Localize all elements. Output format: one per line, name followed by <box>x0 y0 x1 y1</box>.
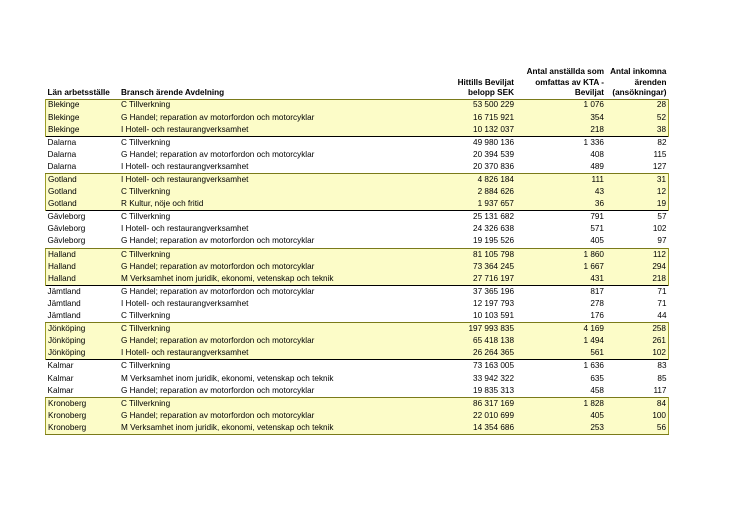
bransch-cell: I Hotell- och restaurangverksamhet <box>121 161 249 171</box>
bransch-cell: I Hotell- och restaurangverksamhet <box>119 347 439 360</box>
ansokningar-cell: 56 <box>606 422 669 435</box>
header-row <box>46 61 669 99</box>
table-row <box>46 273 669 286</box>
belopp-cell: 22 010 699 <box>439 410 516 422</box>
bransch-cell: G Handel; reparation av motorfordon och motorcyklar <box>121 149 315 159</box>
anstallda-cell: 571 <box>590 224 604 234</box>
ansokningar-cell: 218 <box>606 273 669 286</box>
belopp-cell: 19 835 313 <box>473 385 514 395</box>
lan-cell: Jönköping <box>46 323 120 336</box>
grant-table <box>45 61 669 435</box>
header-belopp: Hittills Beviljat belopp SEK <box>457 77 514 97</box>
belopp-cell: 26 264 365 <box>439 347 516 360</box>
belopp-cell: 65 418 138 <box>439 335 516 347</box>
bransch-cell: M Verksamhet inom juridik, ekonomi, vetenskap och teknik <box>121 373 334 383</box>
belopp-cell: 1 937 657 <box>439 198 516 211</box>
ansokningar-cell: 127 <box>652 161 667 171</box>
table-row <box>46 112 669 124</box>
bransch-cell: G Handel; reparation av motorfordon och motorcyklar <box>119 261 439 273</box>
bransch-cell: C Tillverkning <box>119 397 439 410</box>
bransch-cell: C Tillverkning <box>119 360 439 373</box>
belopp-cell: 86 317 169 <box>439 397 516 410</box>
lan-cell: Gotland <box>46 198 120 211</box>
ansokningar-cell: 97 <box>657 236 667 246</box>
anstallda-cell: 176 <box>590 311 604 321</box>
belopp-cell: 16 715 921 <box>439 112 516 124</box>
belopp-cell: 19 195 526 <box>473 236 514 246</box>
lan-cell: Kronoberg <box>46 410 120 422</box>
anstallda-cell: 1 828 <box>516 397 606 410</box>
bransch-cell: C Tillverkning <box>121 311 171 321</box>
lan-cell: Dalarna <box>47 161 77 171</box>
ansokningar-cell: 52 <box>606 112 669 124</box>
ansokningar-cell: 12 <box>606 186 669 198</box>
ansokningar-cell: 19 <box>606 198 669 211</box>
table-row <box>46 174 669 187</box>
bransch-cell: C Tillverkning <box>119 186 439 198</box>
ansokningar-cell: 100 <box>606 410 669 422</box>
lan-cell: Jönköping <box>46 335 120 347</box>
table-row <box>46 373 669 385</box>
table-row <box>46 186 669 198</box>
belopp-cell: 4 826 184 <box>439 174 516 187</box>
header-lan: Län arbetsställe <box>47 88 110 97</box>
lan-cell: Halland <box>46 273 120 286</box>
ansokningar-cell: 38 <box>606 124 669 137</box>
bransch-cell: G Handel; reparation av motorfordon och motorcyklar <box>121 236 315 246</box>
lan-cell: Kronoberg <box>46 397 120 410</box>
ansokningar-cell: 57 <box>606 211 669 224</box>
bransch-cell: I Hotell- och restaurangverksamhet <box>121 224 249 234</box>
anstallda-cell: 111 <box>516 174 606 187</box>
header-bransch: Bransch ärende Avdelning <box>121 88 225 97</box>
bransch-cell: M Verksamhet inom juridik, ekonomi, vetenskap och teknik <box>119 273 439 286</box>
anstallda-cell: 1 860 <box>516 248 606 261</box>
belopp-cell: 25 131 682 <box>439 211 516 224</box>
anstallda-cell: 218 <box>516 124 606 137</box>
belopp-cell: 12 197 793 <box>473 298 514 308</box>
bransch-cell: C Tillverkning <box>119 136 439 149</box>
anstallda-cell: 458 <box>590 385 604 395</box>
lan-cell: Blekinge <box>46 99 120 112</box>
belopp-cell: 73 163 005 <box>439 360 516 373</box>
ansokningar-cell: 117 <box>653 385 667 395</box>
header-ansokningar: Antal inkomna ärenden (ansökningar) <box>610 67 667 97</box>
ansokningar-cell: 258 <box>606 323 669 336</box>
belopp-cell: 24 326 638 <box>473 224 514 234</box>
table-row <box>46 397 669 410</box>
lan-cell: Kalmar <box>47 385 74 395</box>
table-row <box>46 161 669 174</box>
lan-cell: Gotland <box>46 174 120 187</box>
bransch-cell: I Hotell- och restaurangverksamhet <box>119 124 439 137</box>
table-row <box>46 261 669 273</box>
anstallda-cell: 635 <box>590 373 604 383</box>
ansokningar-cell: 115 <box>653 149 667 159</box>
header-anstallda: Antal anställda som omfattas av KTA - Beviljat <box>526 67 604 97</box>
table-row <box>46 347 669 360</box>
lan-cell: Dalarna <box>47 149 77 159</box>
bransch-cell: C Tillverkning <box>119 323 439 336</box>
table-row <box>46 422 669 435</box>
table-row <box>46 99 669 112</box>
table-row <box>46 285 669 298</box>
lan-cell: Kronoberg <box>46 422 120 435</box>
table-row <box>46 335 669 347</box>
table-row <box>46 149 669 161</box>
table-row <box>46 410 669 422</box>
lan-cell: Gotland <box>46 186 120 198</box>
table-row <box>46 385 669 398</box>
lan-cell: Jämtland <box>47 298 81 308</box>
ansokningar-cell: 102 <box>652 224 667 234</box>
anstallda-cell: 405 <box>590 236 604 246</box>
table-row <box>46 136 669 149</box>
bransch-cell: G Handel; reparation av motorfordon och motorcyklar <box>119 410 439 422</box>
ansokningar-cell: 28 <box>606 99 669 112</box>
table-header <box>46 61 669 99</box>
anstallda-cell: 36 <box>516 198 606 211</box>
lan-cell: Jämtland <box>47 311 81 321</box>
belopp-cell: 2 884 626 <box>439 186 516 198</box>
lan-cell: Blekinge <box>46 124 120 137</box>
table-row <box>46 323 669 336</box>
lan-cell: Gävleborg <box>47 224 86 234</box>
table-row <box>46 310 669 323</box>
table-row <box>46 211 669 224</box>
anstallda-cell: 354 <box>516 112 606 124</box>
anstallda-cell: 561 <box>516 347 606 360</box>
anstallda-cell: 1 667 <box>516 261 606 273</box>
belopp-cell: 20 394 539 <box>473 149 514 159</box>
anstallda-cell: 43 <box>516 186 606 198</box>
lan-cell: Kalmar <box>47 373 74 383</box>
lan-cell: Kalmar <box>46 360 120 373</box>
ansokningar-cell: 31 <box>606 174 669 187</box>
ansokningar-cell: 71 <box>657 298 667 308</box>
bransch-cell: M Verksamhet inom juridik, ekonomi, vetenskap och teknik <box>119 422 439 435</box>
ansokningar-cell: 84 <box>606 397 669 410</box>
lan-cell: Blekinge <box>46 112 120 124</box>
belopp-cell: 53 500 229 <box>439 99 516 112</box>
belopp-cell: 49 980 136 <box>439 136 516 149</box>
table-row <box>46 298 669 310</box>
bransch-cell: C Tillverkning <box>119 99 439 112</box>
bransch-cell: G Handel; reparation av motorfordon och motorcyklar <box>119 335 439 347</box>
table-row <box>46 124 669 137</box>
bransch-cell: G Handel; reparation av motorfordon och motorcyklar <box>121 385 315 395</box>
belopp-cell: 197 993 835 <box>439 323 516 336</box>
anstallda-cell: 1 494 <box>516 335 606 347</box>
belopp-cell: 20 370 836 <box>473 161 514 171</box>
ansokningar-cell: 102 <box>606 347 669 360</box>
bransch-cell: C Tillverkning <box>119 211 439 224</box>
ansokningar-cell: 261 <box>606 335 669 347</box>
table-row <box>46 360 669 373</box>
belopp-cell: 37 365 196 <box>439 285 516 298</box>
bransch-cell: R Kultur, nöje och fritid <box>119 198 439 211</box>
anstallda-cell: 278 <box>590 298 604 308</box>
bransch-cell: C Tillverkning <box>119 248 439 261</box>
lan-cell: Jämtland <box>46 285 120 298</box>
anstallda-cell: 405 <box>516 410 606 422</box>
lan-cell: Halland <box>46 261 120 273</box>
lan-cell: Dalarna <box>46 136 120 149</box>
ansokningar-cell: 83 <box>606 360 669 373</box>
lan-cell: Halland <box>46 248 120 261</box>
bransch-cell: I Hotell- och restaurangverksamhet <box>119 174 439 187</box>
belopp-cell: 10 132 037 <box>439 124 516 137</box>
belopp-cell: 33 942 322 <box>473 373 514 383</box>
table-row <box>46 248 669 261</box>
anstallda-cell: 817 <box>516 285 606 298</box>
belopp-cell: 14 354 686 <box>439 422 516 435</box>
lan-cell: Gävleborg <box>46 211 120 224</box>
bransch-cell: G Handel; reparation av motorfordon och motorcyklar <box>119 285 439 298</box>
ansokningar-cell: 71 <box>606 285 669 298</box>
table-row <box>46 236 669 249</box>
anstallda-cell: 1 336 <box>516 136 606 149</box>
table-body <box>46 99 669 435</box>
belopp-cell: 10 103 591 <box>473 311 514 321</box>
anstallda-cell: 791 <box>516 211 606 224</box>
belopp-cell: 27 716 197 <box>439 273 516 286</box>
anstallda-cell: 253 <box>516 422 606 435</box>
belopp-cell: 81 105 798 <box>439 248 516 261</box>
ansokningar-cell: 112 <box>606 248 669 261</box>
anstallda-cell: 1 636 <box>516 360 606 373</box>
ansokningar-cell: 294 <box>606 261 669 273</box>
belopp-cell: 73 364 245 <box>439 261 516 273</box>
anstallda-cell: 431 <box>516 273 606 286</box>
ansokningar-cell: 82 <box>606 136 669 149</box>
anstallda-cell: 408 <box>590 149 604 159</box>
table-row <box>46 198 669 211</box>
lan-cell: Jönköping <box>46 347 120 360</box>
bransch-cell: I Hotell- och restaurangverksamhet <box>121 298 249 308</box>
anstallda-cell: 1 076 <box>516 99 606 112</box>
ansokningar-cell: 44 <box>657 311 667 321</box>
anstallda-cell: 4 169 <box>516 323 606 336</box>
ansokningar-cell: 85 <box>657 373 667 383</box>
anstallda-cell: 489 <box>590 161 604 171</box>
table-row <box>46 223 669 235</box>
bransch-cell: G Handel; reparation av motorfordon och motorcyklar <box>119 112 439 124</box>
lan-cell: Gävleborg <box>47 236 86 246</box>
